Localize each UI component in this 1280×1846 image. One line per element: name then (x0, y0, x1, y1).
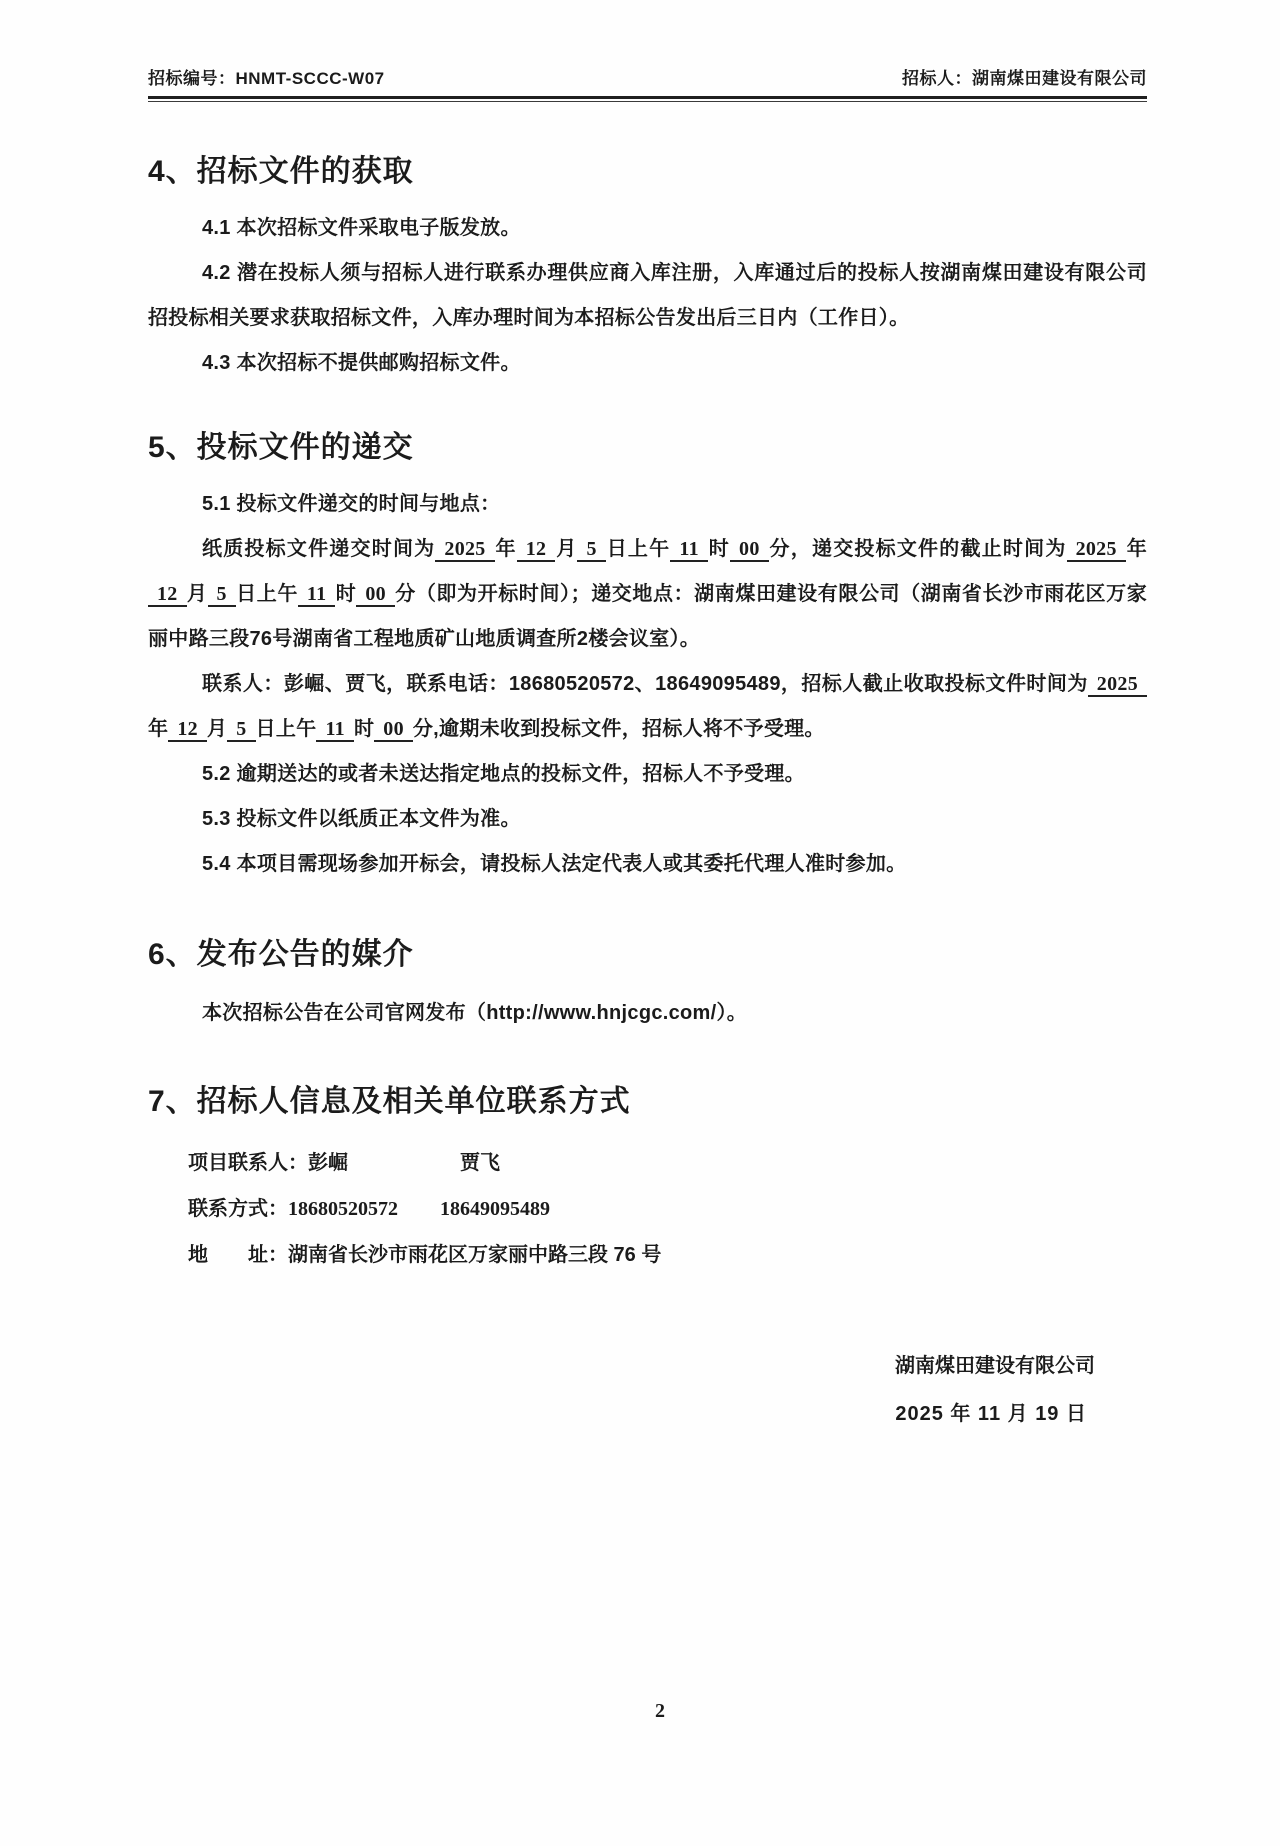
section-6-title: 6、发布公告的媒介 (148, 938, 414, 971)
signature-date: 2025 年 11 月 19 日 (895, 1403, 1087, 1425)
item-5-1: 5.1 投标文件递交的时间与地点： (202, 493, 501, 515)
section-6 (148, 935, 1147, 1036)
section-7 (148, 1082, 1147, 1278)
section-5-title: 5、投标文件的递交 (148, 431, 414, 464)
address-label: 地 址： (188, 1244, 288, 1266)
contact-name-1: 彭崛 (308, 1152, 348, 1174)
address-value: 湖南省长沙市雨花区万家丽中路三段 76 号 (288, 1244, 662, 1266)
item-5-4: 5.4 本项目需现场参加开标会，请投标人法定代表人或其委托代理人准时参加。 (202, 853, 907, 875)
signature-company: 湖南煤田建设有限公司 (895, 1355, 1095, 1377)
tender-number-label: 招标编号：HNMT-SCCC-W07 (148, 69, 385, 88)
phone-number-1: 18680520572 (288, 1198, 398, 1220)
section-4 (148, 152, 1147, 386)
page-number: 2 (655, 1700, 665, 1722)
section-4-title: 4、招标文件的获取 (148, 155, 414, 188)
item-5-2: 5.2 逾期送达的或者未送达指定地点的投标文件，招标人不予受理。 (202, 763, 805, 785)
section-6-content: 本次招标公告在公司官网发布（http://www.hnjcgc.com/）。 (202, 1002, 748, 1024)
item-5-3: 5.3 投标文件以纸质正本文件为准。 (202, 808, 521, 830)
signature-block (148, 1342, 1147, 1438)
item-4-2: 4.2 潜在投标人须与招标人进行联系办理供应商入库注册，入库通过后的投标人按湖南煤田建设有限公司招投标相关要求获取招标文件，入库办理时间为本招标公告发出后三日内（工作日）。 (148, 262, 1147, 329)
phone-row (148, 1186, 1147, 1232)
delivery-paragraph: 纸质投标文件递交时间为 2025 年 12 月 5 日上午 11 时 00 分，递交投标文件的截止时间为 2025 年12 月 5 日上午 11 时 00 分（即为开标时间）；递交地点：湖南煤田建设有限公司（湖南省长沙市雨花区万家丽中路三段76号湖南省工程地质矿山地质调查所2楼会议室）。 (148, 538, 1147, 650)
document-header (148, 64, 1147, 96)
contact-paragraph: 联系人：彭崛、贾飞，联系电话：18680520572、18649095489，招标人截止收取投标文件时间为 2025年 12 月 5 日上午 11 时 00 分,逾期未收到投标文件，招标人将不予受理。 (148, 662, 1147, 752)
section-5 (148, 428, 1147, 887)
item-4-1: 4.1 本次招标文件采取电子版发放。 (202, 217, 521, 239)
contact-row (148, 1140, 1147, 1186)
header-divider (148, 96, 1147, 102)
contact-label: 项目联系人： (188, 1152, 308, 1174)
phone-label: 联系方式： (188, 1198, 288, 1220)
phone-number-2: 18649095489 (440, 1198, 550, 1220)
address-row (148, 1232, 1147, 1278)
section-7-title: 7、招标人信息及相关单位联系方式 (148, 1085, 631, 1118)
item-4-3: 4.3 本次招标不提供邮购招标文件。 (202, 352, 521, 374)
tenderer-label: 招标人：湖南煤田建设有限公司 (902, 69, 1147, 88)
contact-name-2: 贾飞 (460, 1152, 500, 1174)
